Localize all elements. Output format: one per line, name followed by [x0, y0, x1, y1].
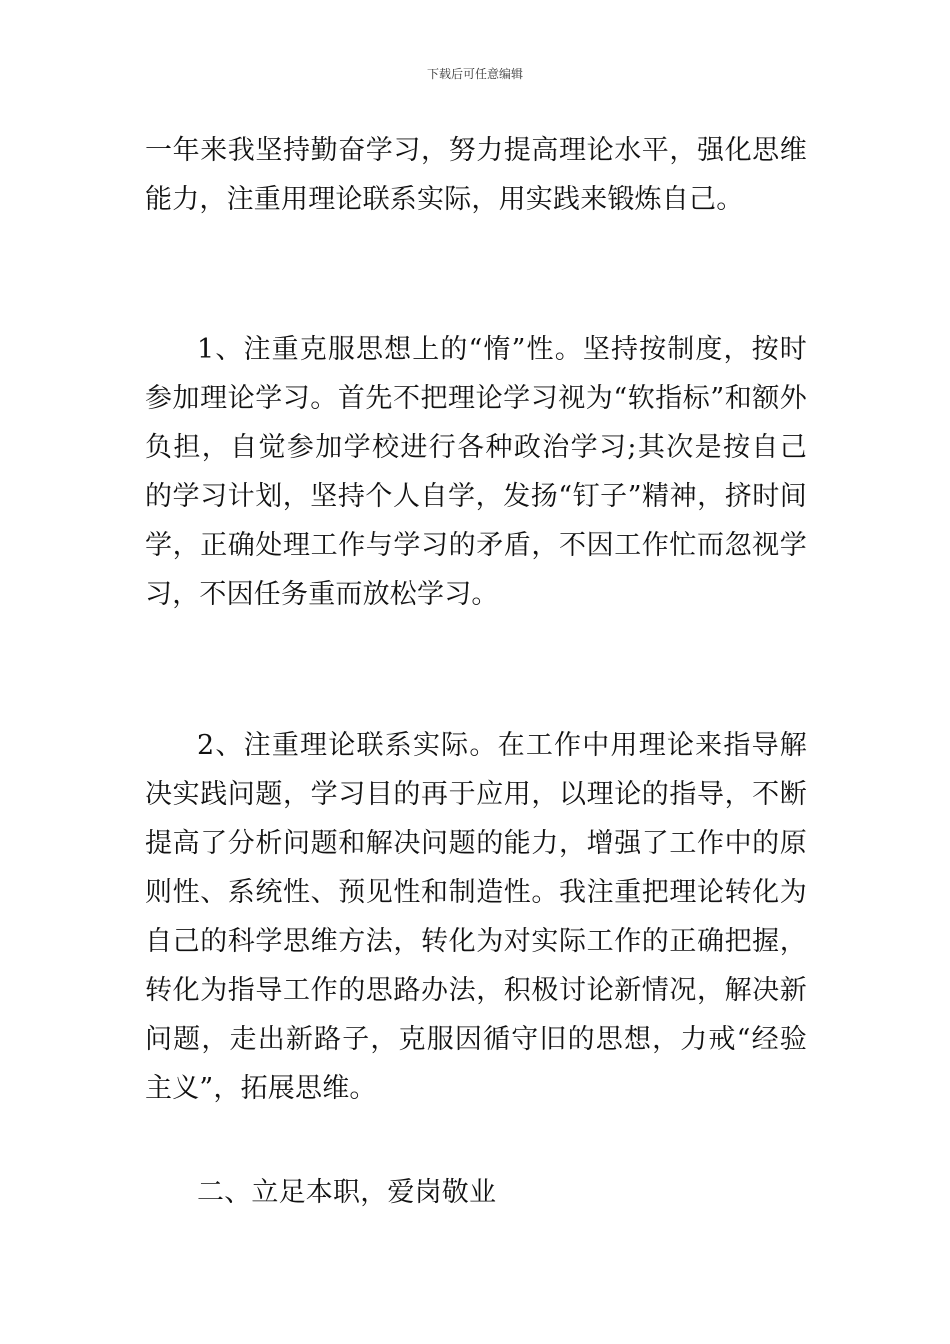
point-2-paragraph: 2、注重理论联系实际。在工作中用理论来指导解决实践问题，学习目的再于应用，以理论的指导，不断提高了分析问题和解决问题的能力，增强了工作中的原则性、系统性、预见性和制造性。我注重把理论转化为自己的科学思维方法，转化为对实际工作的正确把握，转化为指导工作的思路办法，积极讨论新情况，解决新问题，走出新路子，克服因循守旧的思想，力戒“经验主义”，拓展思维。: [145, 730, 807, 1104]
section-heading: 二、立足本职，爱岗敬业: [197, 1177, 497, 1208]
header-note: 下载后可任意编辑: [426, 67, 523, 81]
point-1-paragraph: 1、注重克服思想上的“惰”性。坚持按制度，按时参加理论学习。首先不把理论学习视为“软指标”和额外负担，自觉参加学校进行各种政治学习;其次是按自己的学习计划，坚持个人自学，发扬“钉子”精神，挤时间学，正确处理工作与学习的矛盾，不因工作忙而忽视学习，不因任务重而放松学习。: [145, 334, 807, 610]
intro-paragraph: 一年来我坚持勤奋学习，努力提高理论水平，强化思维能力，注重用理论联系实际，用实践来锻炼自己。: [145, 135, 807, 215]
